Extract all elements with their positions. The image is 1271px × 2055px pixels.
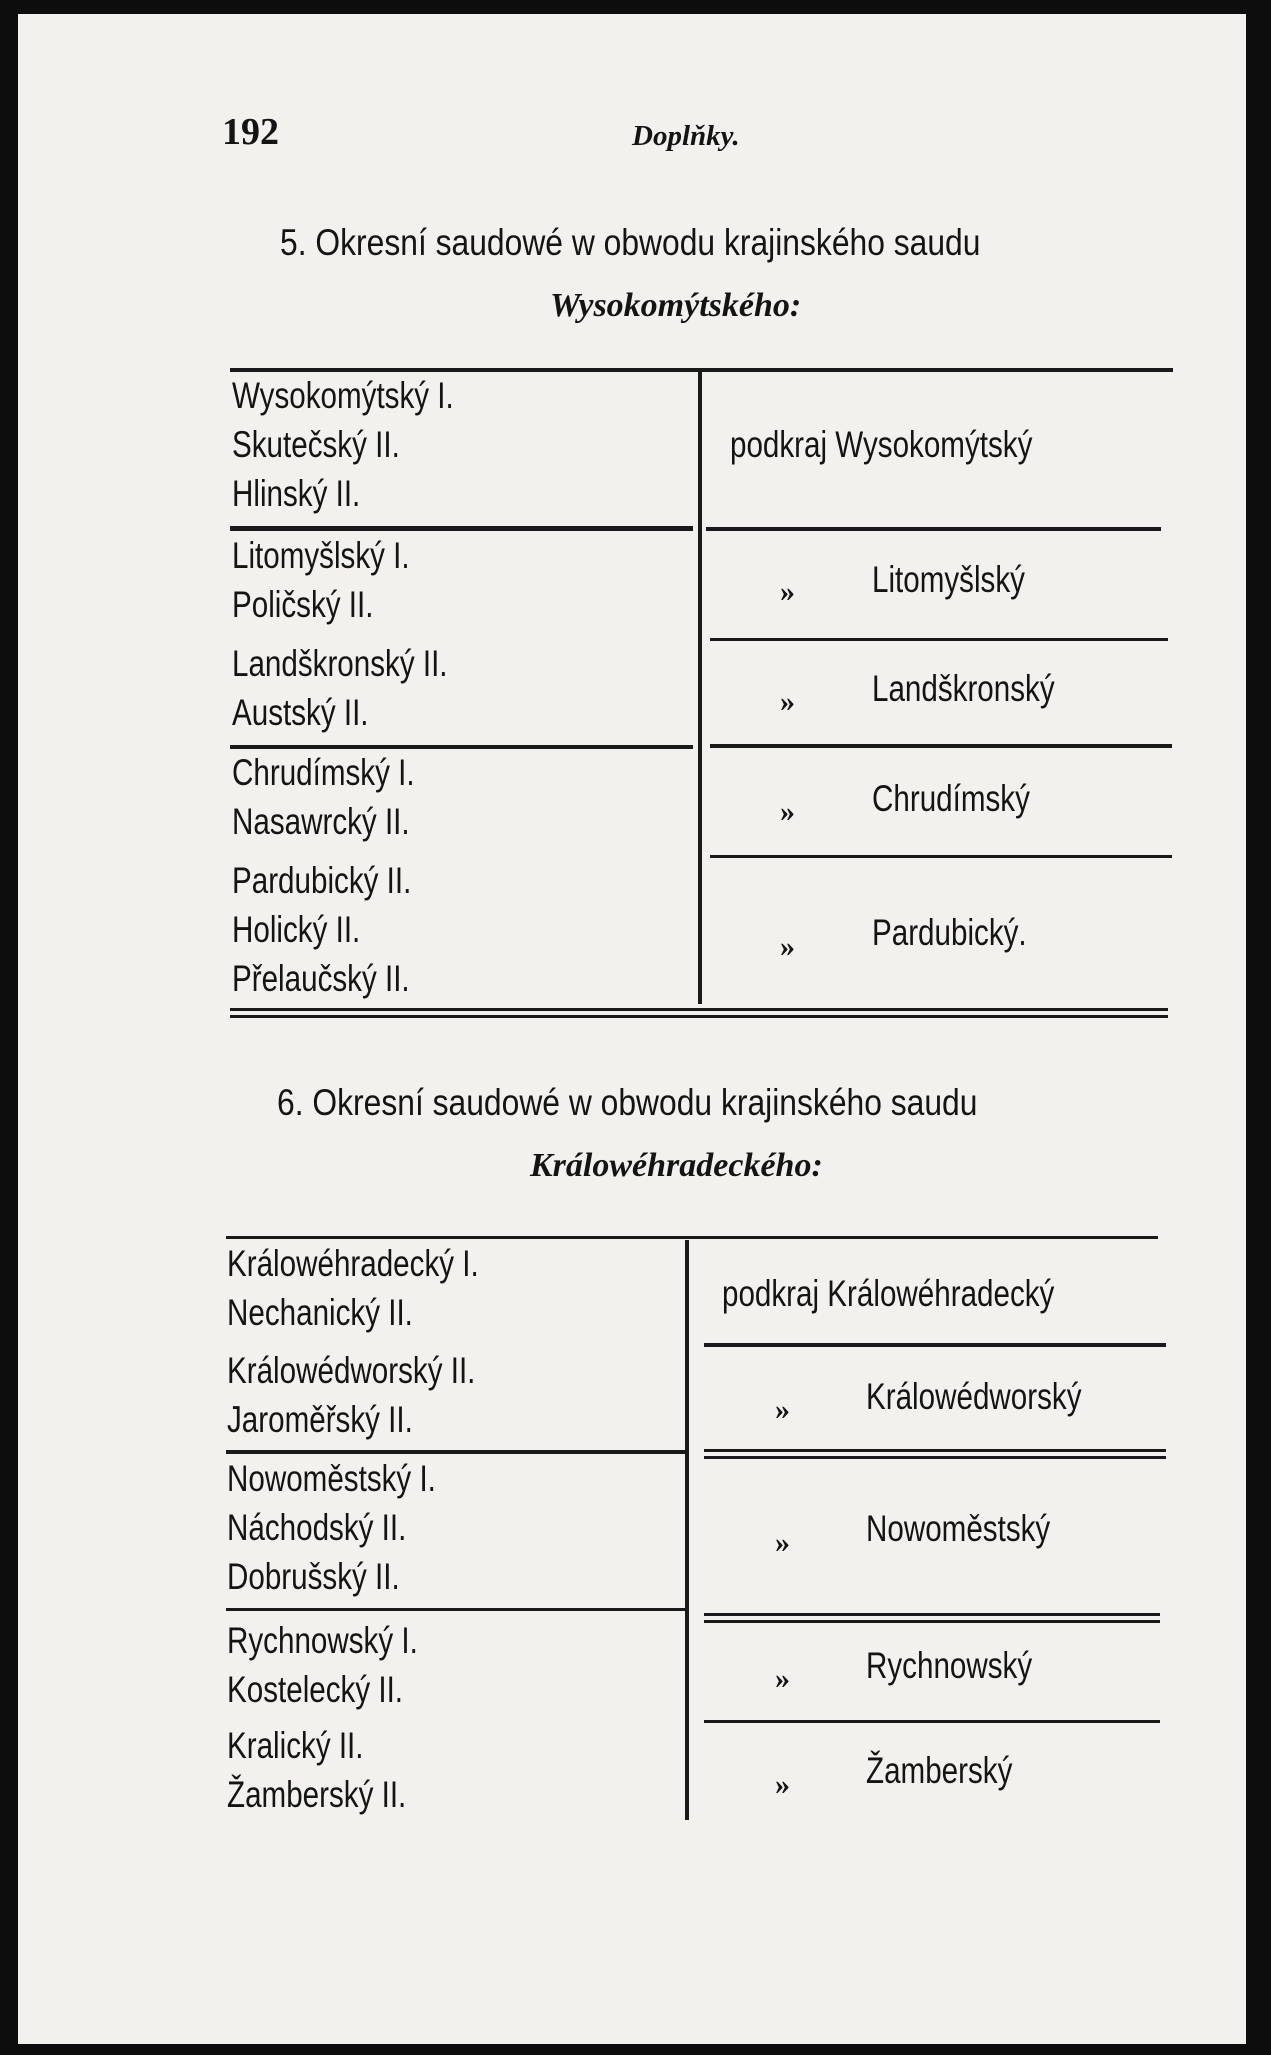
section6-heading: 6. Okresní saudowé w obwodu krajinského saudu (277, 1082, 978, 1123)
section5-ditto-2: » (780, 685, 795, 718)
section5-district-2: Skutečský II. (232, 424, 400, 465)
section6-region-5: Žamberský (866, 1750, 1013, 1791)
section5-region-3: Landškronský (872, 668, 1055, 709)
section5-ditto-3: » (780, 795, 795, 828)
section5-table-bottom-rule (230, 1015, 1168, 1018)
section5-district-9: Nasawrcký II. (232, 801, 410, 842)
section6-district-9: Kostelecký II. (227, 1669, 404, 1710)
section6-region-rule (704, 1620, 1160, 1623)
section6-district-10: Kralický II. (227, 1725, 364, 1766)
section6-ditto-1: » (775, 1393, 790, 1426)
section5-district-5: Poličský II. (232, 584, 374, 625)
section6-region-4: Rychnowský (866, 1645, 1033, 1686)
section5-district-8: Chrudímský I. (232, 752, 415, 793)
section6-column-divider (685, 1240, 689, 1820)
section5-region-rule (706, 527, 1161, 531)
section5-region-1: podkraj Wysokomýtský (730, 424, 1033, 465)
section5-region-2: Litomyšlský (872, 559, 1025, 600)
section6-district-6: Náchodský II. (227, 1507, 407, 1548)
section5-district-7: Austský II. (232, 692, 369, 733)
section6-ditto-4: » (775, 1768, 790, 1801)
section5-region-4: Chrudímský (872, 778, 1030, 819)
section5-heading: 5. Okresní saudowé w obwodu krajinského saudu (280, 222, 981, 263)
section5-court: Wysokomýtského: (550, 287, 802, 324)
section6-region-1: podkraj Králowéhradecký (722, 1273, 1055, 1314)
section5-district-4: Litomyšlský I. (232, 535, 410, 576)
section6-district-7: Dobrušský II. (227, 1556, 400, 1597)
section5-district-3: Hlinský II. (232, 473, 361, 514)
running-title: Doplňky. (632, 120, 740, 152)
section6-district-1: Králowéhradecký I. (227, 1243, 479, 1284)
section5-district-10: Pardubický II. (232, 860, 412, 901)
section6-region-rule (704, 1449, 1166, 1452)
section6-court: Králowéhradeckého: (530, 1147, 823, 1184)
section5-ditto-1: » (780, 575, 795, 608)
section6-region-3: Nowoměstský (866, 1508, 1051, 1549)
section6-district-4: Jaroměřský II. (227, 1399, 413, 1440)
section5-table-bottom-rule (230, 1008, 1168, 1011)
section6-region-2: Králowédworský (866, 1376, 1082, 1417)
section6-group-rule (226, 1450, 686, 1454)
page-number: 192 (222, 111, 279, 153)
section5-column-divider (698, 372, 702, 1004)
section6-region-rule (704, 1613, 1160, 1616)
section5-region-rule (710, 744, 1172, 748)
section6-region-rule (704, 1720, 1160, 1723)
section6-district-8: Rychnowský I. (227, 1620, 418, 1661)
section6-table-top-rule (226, 1236, 1158, 1239)
section5-district-11: Holický II. (232, 909, 361, 950)
section6-district-11: Žamberský II. (227, 1774, 407, 1815)
section5-group-rule (230, 526, 693, 531)
section5-region-rule (710, 855, 1172, 858)
section5-district-6: Landškronský II. (232, 643, 448, 684)
section5-group-rule (230, 745, 693, 749)
section6-group-rule (226, 1608, 686, 1611)
section6-region-rule (704, 1456, 1166, 1459)
section5-district-1: Wysokomýtský I. (232, 375, 454, 416)
section6-district-5: Nowoměstský I. (227, 1458, 436, 1499)
section5-district-12: Přelaučský II. (232, 958, 410, 999)
section6-ditto-3: » (775, 1662, 790, 1695)
section5-region-rule (710, 638, 1168, 641)
section5-ditto-4: » (780, 930, 795, 963)
section6-ditto-2: » (775, 1526, 790, 1559)
section6-district-3: Králowédworský II. (227, 1350, 476, 1391)
section5-region-5: Pardubický. (872, 912, 1027, 953)
section6-region-rule (704, 1343, 1166, 1347)
section6-district-2: Nechanický II. (227, 1292, 413, 1333)
